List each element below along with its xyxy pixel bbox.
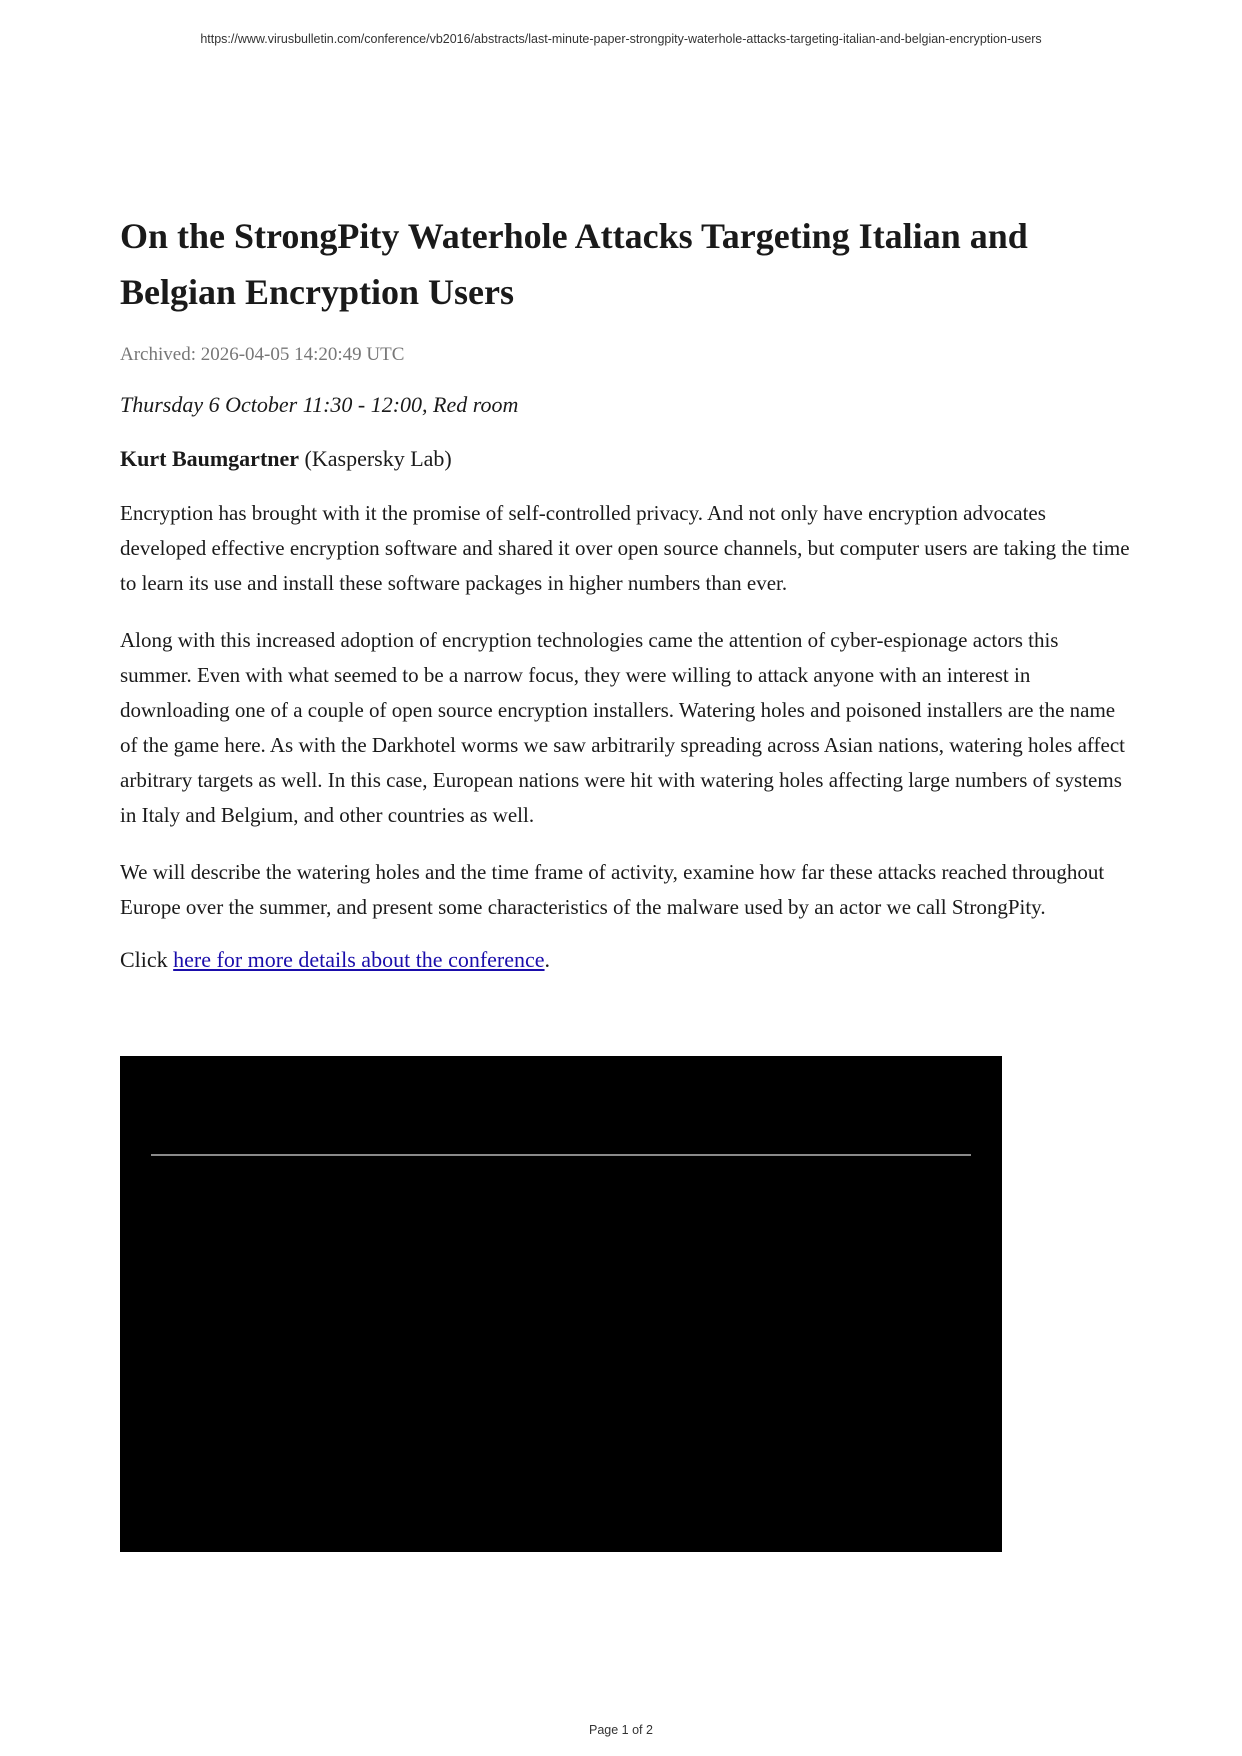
conference-details-link[interactable]: here for more details about the conference (173, 947, 545, 972)
video-progress-line (151, 1154, 971, 1156)
archived-timestamp: Archived: 2026-04-05 14:20:49 UTC (120, 344, 405, 365)
abstract-paragraph: Encryption has brought with it the promise of self-controlled privacy. And not only have encryption advocates developed effective encryption software and shared it over open source channels, but computer users are taking the time to learn its use and install these software packages in higher numbers than ever. (120, 501, 1130, 595)
click-suffix: . (544, 947, 551, 972)
speaker-affiliation: (Kaspersky Lab) (299, 446, 452, 471)
page-number: Page 1 of 2 (589, 1723, 653, 1737)
video-player[interactable] (120, 1056, 1002, 1552)
speaker-name: Kurt Baumgartner (120, 446, 300, 471)
click-prefix: Click (120, 947, 174, 972)
conference-details-line (120, 945, 1130, 975)
abstract-paragraph: Along with this increased adoption of encryption technologies came the attention of cyber-espionage actors this summer. Even with what seemed to be a narrow focus, they were willing to attack anyone with an interest in downloading one of a couple of open source encryption installers. Watering holes and poisoned installers are the name of the game here. As with the Darkhotel worms we saw arbitrarily spreading across Asian nations, watering holes affect arbitrary targets as well. In this case, European nations were hit with watering holes affecting large numbers of systems in Italy and Belgium, and other countries as well. (120, 628, 1125, 827)
session-info: Thursday 6 October 11:30 - 12:00, Red room (120, 392, 519, 417)
page-url-header: https://www.virusbulletin.com/conference/vb2016/abstracts/last-minute-paper-strongpity-waterhole-attacks-targeting-italian-and-belgian-encryption-users (200, 32, 1042, 46)
article (120, 208, 1130, 975)
speaker-line (120, 444, 1130, 474)
page-title: On the StrongPity Waterhole Attacks Targeting Italian and Belgian Encryption Users (120, 216, 1028, 312)
abstract-paragraph: We will describe the watering holes and the time frame of activity, examine how far these attacks reached throughout Europe over the summer, and present some characteristics of the malware used by an actor we call StrongPity. (120, 860, 1105, 919)
